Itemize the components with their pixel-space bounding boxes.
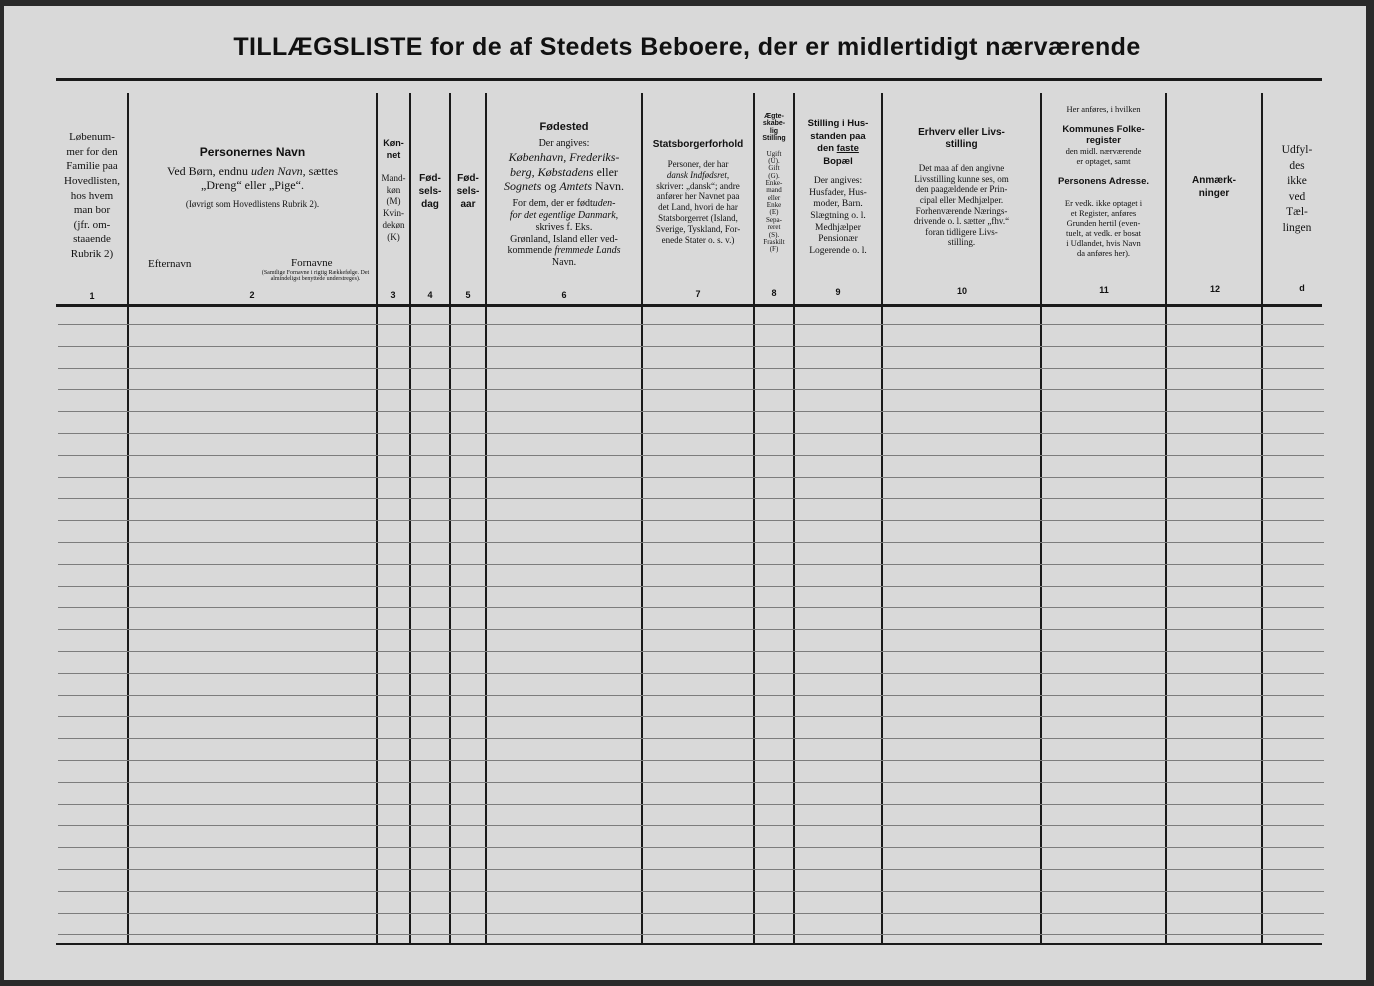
entry-row-line bbox=[58, 869, 1324, 870]
col11-title: register bbox=[1086, 135, 1121, 147]
col6-text-italic: for det egentlige Danmark, bbox=[509, 209, 619, 221]
col6-text-italic: Sognets bbox=[503, 179, 542, 194]
col1-line: staaende bbox=[73, 233, 111, 246]
header-col-5 bbox=[451, 172, 485, 211]
col6-text: Navn. bbox=[551, 257, 577, 269]
cold-line: Udfyl- bbox=[1281, 144, 1313, 156]
col10-line: den paagældende er Prin- bbox=[915, 184, 1008, 195]
header-col-8 bbox=[755, 113, 793, 254]
header-col-6 bbox=[487, 121, 641, 269]
col2-sub-efternavn: Efternavn bbox=[148, 258, 192, 270]
column-number: 6 bbox=[561, 290, 567, 300]
entry-row-line bbox=[58, 498, 1324, 499]
col6-text: Navn. bbox=[592, 179, 624, 194]
col7-line: Personer, der har bbox=[667, 159, 729, 169]
col6-text: eller bbox=[593, 164, 618, 179]
col10-title: Erhverv eller Livs- bbox=[918, 127, 1005, 138]
column-number: 4 bbox=[427, 290, 433, 300]
column-number: 7 bbox=[695, 289, 701, 299]
col3-title: Køn- bbox=[383, 138, 404, 148]
col10-line: Livsstilling kunne ses, om bbox=[914, 173, 1009, 184]
col2-title: Personernes Navn bbox=[199, 145, 306, 159]
col6-text-italic: berg, Købstadens bbox=[510, 164, 594, 179]
entry-row-line bbox=[58, 542, 1324, 543]
col7-title: Statsborgerforhold bbox=[652, 139, 744, 150]
col1-line: hos hvem bbox=[70, 189, 114, 202]
col12-title: Anmærk- bbox=[1192, 175, 1236, 186]
header-col-d bbox=[1263, 143, 1331, 236]
col2-text: „Dreng“ eller „Pige“. bbox=[201, 178, 304, 193]
table-bottom-rule bbox=[56, 943, 1322, 945]
col7-line: enede Stater o. s. v.) bbox=[661, 234, 735, 245]
col12-title: ninger bbox=[1198, 188, 1230, 199]
entry-row-line bbox=[58, 455, 1324, 456]
col11-line: Er vedk. ikke optaget i bbox=[1064, 197, 1143, 208]
col8-title: lig bbox=[769, 127, 779, 135]
entry-row-line bbox=[58, 389, 1324, 390]
entry-row-line bbox=[58, 564, 1324, 565]
header-col-2 bbox=[130, 145, 375, 211]
entry-row-line bbox=[58, 368, 1324, 369]
entry-row-line bbox=[58, 782, 1324, 783]
col9-line: Slægtning o. l. bbox=[810, 211, 866, 222]
entry-row-line bbox=[58, 738, 1324, 739]
entry-row-line bbox=[58, 586, 1324, 587]
column-number: 1 bbox=[89, 291, 95, 301]
col11-title: Kommunes Folke- bbox=[1062, 124, 1145, 136]
entry-row-line bbox=[58, 934, 1324, 935]
col9-line: Husfader, Hus- bbox=[809, 187, 867, 198]
column-divider bbox=[1165, 93, 1167, 943]
col9-line: moder, Barn. bbox=[813, 199, 863, 210]
cold-line: des bbox=[1289, 159, 1305, 172]
entry-row-line bbox=[58, 651, 1324, 652]
header-col-1 bbox=[56, 130, 128, 262]
title-rule bbox=[56, 78, 1322, 81]
col2-text: Ved Børn, endnu bbox=[167, 163, 251, 178]
entry-row-line bbox=[58, 324, 1324, 325]
col7-line: Sverige, Tyskland, For- bbox=[655, 223, 741, 234]
col8-line: Fraskilt bbox=[763, 237, 785, 246]
entry-row-line bbox=[58, 477, 1324, 478]
col2-sub-fornavne-note: (Samtlige Fornavne i rigtig Rækkefølge. Det almindeligst benyttede understreges). bbox=[261, 270, 370, 283]
col11-line: et Register, anføres bbox=[1070, 207, 1137, 218]
column-number: 5 bbox=[465, 290, 471, 300]
col10-line: Det maa af den angivne bbox=[918, 163, 1005, 174]
col6-intro: Der angives: bbox=[538, 137, 590, 149]
entry-row-line bbox=[58, 825, 1324, 826]
col3-line: køn bbox=[386, 184, 401, 195]
entry-row-line bbox=[58, 673, 1324, 674]
header-col-12 bbox=[1167, 174, 1261, 200]
col6-title: Fødested bbox=[539, 121, 589, 133]
col7-line: skriver: „dansk“; andre bbox=[656, 180, 740, 191]
cold-line: Tæl- bbox=[1286, 206, 1308, 219]
entry-row-line bbox=[58, 760, 1324, 761]
col8-title: Ægte- bbox=[764, 113, 784, 120]
col7-line: det Land, hvori de har bbox=[658, 202, 738, 213]
header-col-10 bbox=[883, 127, 1040, 248]
header-col-3 bbox=[378, 138, 409, 243]
column-number: 8 bbox=[771, 288, 777, 298]
entry-row-line bbox=[58, 629, 1324, 630]
col1-line: man bor bbox=[73, 204, 111, 217]
entry-row-line bbox=[58, 913, 1324, 914]
cold-line: lingen bbox=[1282, 221, 1312, 234]
col10-title: stilling bbox=[945, 138, 978, 150]
entry-row-line bbox=[58, 607, 1324, 608]
col8-line: (S). bbox=[768, 230, 780, 239]
col6-text-italic: uden- bbox=[592, 198, 616, 210]
col9-title-underlined: faste bbox=[836, 143, 859, 155]
col3-line: dekøn bbox=[382, 219, 405, 230]
page-title: TILLÆGSLISTE for de af Stedets Beboere, der er midlertidigt nærværende bbox=[233, 33, 1141, 61]
col11-top: Her anføres, i hvilken bbox=[1066, 104, 1141, 114]
col5-title: sels- bbox=[456, 186, 480, 197]
column-number: 11 bbox=[1099, 285, 1109, 295]
col10-line: cipal eller Medhjælper. bbox=[919, 195, 1004, 206]
col5-title: Fød- bbox=[457, 173, 479, 184]
entry-row-line bbox=[58, 891, 1324, 892]
column-number: 9 bbox=[835, 287, 841, 297]
col6-text-italic: Amtets bbox=[559, 179, 592, 194]
col8-line: Sepa- bbox=[766, 215, 782, 224]
col8-line: Ugift bbox=[766, 149, 782, 158]
col11-line: tuelt, at vedk. er bosat bbox=[1065, 227, 1142, 238]
col10-line: drivende o. l. sætter „fhv.“ bbox=[913, 216, 1010, 227]
cold-line: ikke bbox=[1287, 175, 1307, 188]
col11-line: da anføres her). bbox=[1076, 247, 1131, 258]
col8-line: Enke bbox=[766, 201, 782, 210]
col3-line: (K) bbox=[387, 231, 400, 242]
col2-text-italic: uden Navn, bbox=[251, 163, 306, 178]
col11-line: den midl. nærværende bbox=[1065, 146, 1142, 157]
col2-text: sættes bbox=[305, 163, 338, 178]
col8-line: reret bbox=[767, 223, 781, 232]
col4-title: Fød- bbox=[419, 173, 441, 184]
col3-line: Mand- bbox=[381, 173, 406, 184]
col3-title: net bbox=[386, 149, 401, 160]
header-col-4 bbox=[411, 172, 449, 211]
col6-text: kommende bbox=[507, 245, 555, 257]
col4-title: dag bbox=[421, 199, 439, 210]
header-col-7 bbox=[643, 139, 753, 245]
col6-text: skrives f. Eks. bbox=[535, 221, 593, 233]
entry-row-line bbox=[58, 433, 1324, 434]
column-number: 10 bbox=[956, 286, 967, 296]
col2-note: (Iøvrigt som Hovedlistens Rubrik 2). bbox=[185, 198, 320, 209]
entry-row-line bbox=[58, 695, 1324, 696]
col1-line: (jfr. om- bbox=[73, 218, 111, 231]
col9-intro: Der angives: bbox=[813, 176, 863, 187]
header-bottom-rule bbox=[56, 304, 1322, 307]
entry-row-line bbox=[58, 411, 1324, 412]
col11-line: Grunden hertil (even- bbox=[1066, 217, 1141, 228]
col3-line: (M) bbox=[386, 196, 401, 207]
col5-title: aar bbox=[460, 199, 476, 210]
col8-line: (F) bbox=[769, 245, 779, 254]
col9-line: Logerende o. l. bbox=[809, 245, 867, 256]
col11-line: er optaget, samt bbox=[1076, 156, 1131, 167]
col9-title: den bbox=[817, 143, 837, 155]
col6-text-italic: fremmede Lands bbox=[554, 245, 621, 257]
col8-title: skabe- bbox=[762, 120, 786, 128]
col3-line: Kvin- bbox=[383, 208, 404, 219]
col8-line: (U). bbox=[768, 157, 780, 166]
col8-line: Enke- bbox=[765, 179, 783, 188]
column-number: 12 bbox=[1209, 284, 1220, 294]
col11-line: i Udlandet, hvis Navn bbox=[1066, 237, 1141, 248]
col8-line: mand bbox=[766, 186, 782, 195]
col8-line: Gift bbox=[768, 164, 780, 173]
col4-title: sels- bbox=[418, 186, 442, 197]
col6-text: Grønland, Island eller ved- bbox=[510, 233, 618, 245]
col9-title: standen paa bbox=[810, 130, 866, 142]
col1-line: Hovedlisten, bbox=[64, 174, 120, 187]
col9-title: Stilling i Hus- bbox=[807, 118, 869, 129]
column-divider bbox=[409, 93, 411, 943]
header-col-9 bbox=[795, 118, 881, 257]
column-number: d bbox=[1299, 283, 1305, 293]
col6-text-italic: København, Frederiks- bbox=[508, 149, 620, 164]
col8-line: (G). bbox=[768, 171, 780, 180]
col7-line-italic: dansk Indfødsret, bbox=[666, 169, 730, 180]
col11-title2: Personens Adresse. bbox=[1058, 176, 1149, 188]
col6-text: For dem, der er født bbox=[512, 198, 593, 210]
entry-row-line bbox=[58, 346, 1324, 347]
entry-row-line bbox=[58, 716, 1324, 717]
col6-text: og bbox=[541, 179, 560, 194]
entry-row-line bbox=[58, 520, 1324, 521]
col7-line: anfører her Navnet paa bbox=[656, 191, 740, 202]
col10-line: Forhenværende Nærings- bbox=[915, 205, 1008, 216]
cold-line: ved bbox=[1288, 190, 1306, 203]
col1-line: Rubrik 2) bbox=[70, 248, 114, 260]
entry-row-line bbox=[58, 847, 1324, 848]
header-col-11 bbox=[1042, 104, 1165, 258]
col7-line: Statsborgerret (Island, bbox=[658, 212, 738, 223]
col9-line: Medhjælper bbox=[815, 222, 861, 233]
col8-line: eller bbox=[767, 193, 781, 202]
col8-line: (E) bbox=[769, 208, 779, 217]
col10-line: stilling. bbox=[947, 237, 976, 248]
col8-title: Stilling bbox=[762, 135, 786, 143]
col10-line: foran tidligere Livs- bbox=[925, 226, 998, 237]
col9-title: Bopæl bbox=[823, 155, 853, 167]
column-number: 2 bbox=[249, 290, 255, 300]
col1-line: mer for den bbox=[66, 145, 118, 158]
col1-line: Løbenum- bbox=[69, 131, 115, 143]
col1-line: Familie paa bbox=[66, 160, 118, 173]
col9-line: Pensionær bbox=[818, 234, 858, 245]
col2-sub-fornavne: Fornavne bbox=[291, 257, 333, 269]
column-number: 3 bbox=[390, 290, 396, 300]
entry-row-line bbox=[58, 804, 1324, 805]
column-divider bbox=[449, 93, 451, 943]
